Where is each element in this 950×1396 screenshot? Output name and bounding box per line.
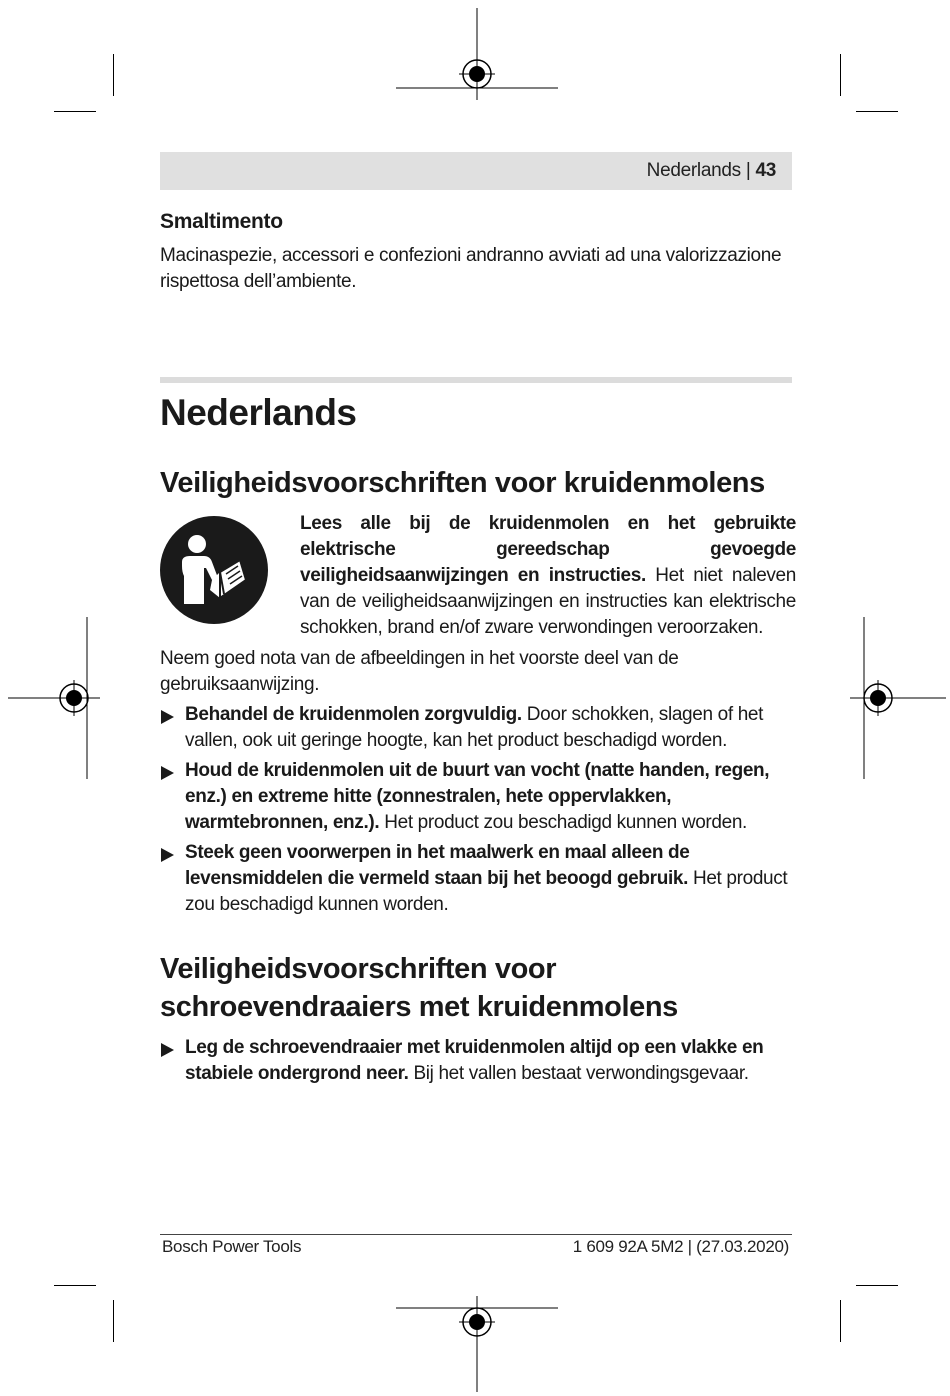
registration-mark-bottom <box>396 1296 558 1392</box>
header-text <box>647 160 776 182</box>
header-separator: | <box>745 160 751 181</box>
bullet-text: Bij het vallen bestaat verwondingsgevaar. <box>408 1063 749 1084</box>
registration-mark-top <box>396 8 558 100</box>
section-divider <box>160 377 792 383</box>
safety-intro-text: Het niet naleven van de veiligheidsaanwijzingen en instructies kan elektrische schokken, brand en/of zware verwondingen veroorzaken. <box>300 565 796 638</box>
bullet-text: Het product zou beschadigd kunnen worden. <box>185 868 788 915</box>
registration-mark-left <box>8 617 100 779</box>
bullet-text: Door schokken, slagen of het vallen, ook uit geringe hoogte, kan het product beschadigd worden. <box>185 704 764 751</box>
crop-mark <box>54 1285 96 1286</box>
crop-mark <box>840 1300 841 1342</box>
safety-screwdriver-heading-line1: Veiligheidsvoorschriften voor <box>160 953 557 985</box>
safety-grinder-heading: Veiligheidsvoorschriften voor kruidenmolens <box>160 467 765 499</box>
bullet-arrow-icon <box>161 710 174 724</box>
crop-mark <box>113 54 114 96</box>
safety-bullet <box>160 1035 792 1087</box>
disposal-text: Macinaspezie, accessori e confezioni andranno avviati ad una valorizzazione rispettosa dell’ambiente. <box>160 245 782 292</box>
bullet-arrow-icon <box>161 1043 174 1057</box>
safety-screwdriver-section <box>160 950 792 1087</box>
bullet-text: Het product zou beschadigd kunnen worden. <box>379 812 747 833</box>
section-title: Nederlands <box>160 392 357 433</box>
crop-mark <box>856 111 898 112</box>
safety-intro-bold: Lees alle bij de kruidenmolen en het gebruikte elektrische gereedschap gevoegde veiligheidsaanwijzingen en instructies. <box>300 513 796 586</box>
read-manual-icon <box>160 516 268 624</box>
bullet-bold: Leg de schroevendraaier met kruidenmolen altijd op een vlakke en stabiele ondergrond neer. <box>185 1037 764 1084</box>
registration-mark-right <box>850 617 946 779</box>
header-language: Nederlands <box>646 160 741 181</box>
footer-right: 1 609 92A 5M2 | (27.03.2020) <box>572 1237 789 1256</box>
safety-bullet <box>160 758 792 836</box>
crop-mark <box>856 1285 898 1286</box>
safety-bullet <box>160 840 792 918</box>
bullet-bold: Behandel de kruidenmolen zorgvuldig. <box>185 704 522 725</box>
disposal-heading: Smaltimento <box>160 210 283 233</box>
page-number: 43 <box>755 160 776 181</box>
safety-intro <box>300 511 796 641</box>
bullet-arrow-icon <box>161 766 174 780</box>
safety-note: Neem goed nota van de afbeeldingen in het voorste deel van de gebruiksaanwijzing. <box>160 648 679 695</box>
safety-screwdriver-heading-line2: schroevendraaiers met kruidenmolens <box>160 991 678 1023</box>
bullet-bold: Houd de kruidenmolen uit de buurt van vocht (natte handen, regen, enz.) en extreme hitte (zonnestralen, hete oppervlakken, warmtebronnen, enz.). <box>185 760 770 833</box>
disposal-section <box>160 210 792 295</box>
safety-grinder-body <box>160 646 792 918</box>
footer-left: Bosch Power Tools <box>162 1237 302 1256</box>
safety-bullet <box>160 702 792 754</box>
crop-mark <box>840 54 841 96</box>
bullet-bold: Steek geen voorwerpen in het maalwerk en maal alleen de levensmiddelen die vermeld staan bij het beoogd gebruik. <box>185 842 690 889</box>
crop-mark <box>113 1300 114 1342</box>
crop-mark <box>54 111 96 112</box>
footer-divider <box>160 1234 792 1235</box>
page-header <box>160 152 792 190</box>
bullet-arrow-icon <box>161 848 174 862</box>
